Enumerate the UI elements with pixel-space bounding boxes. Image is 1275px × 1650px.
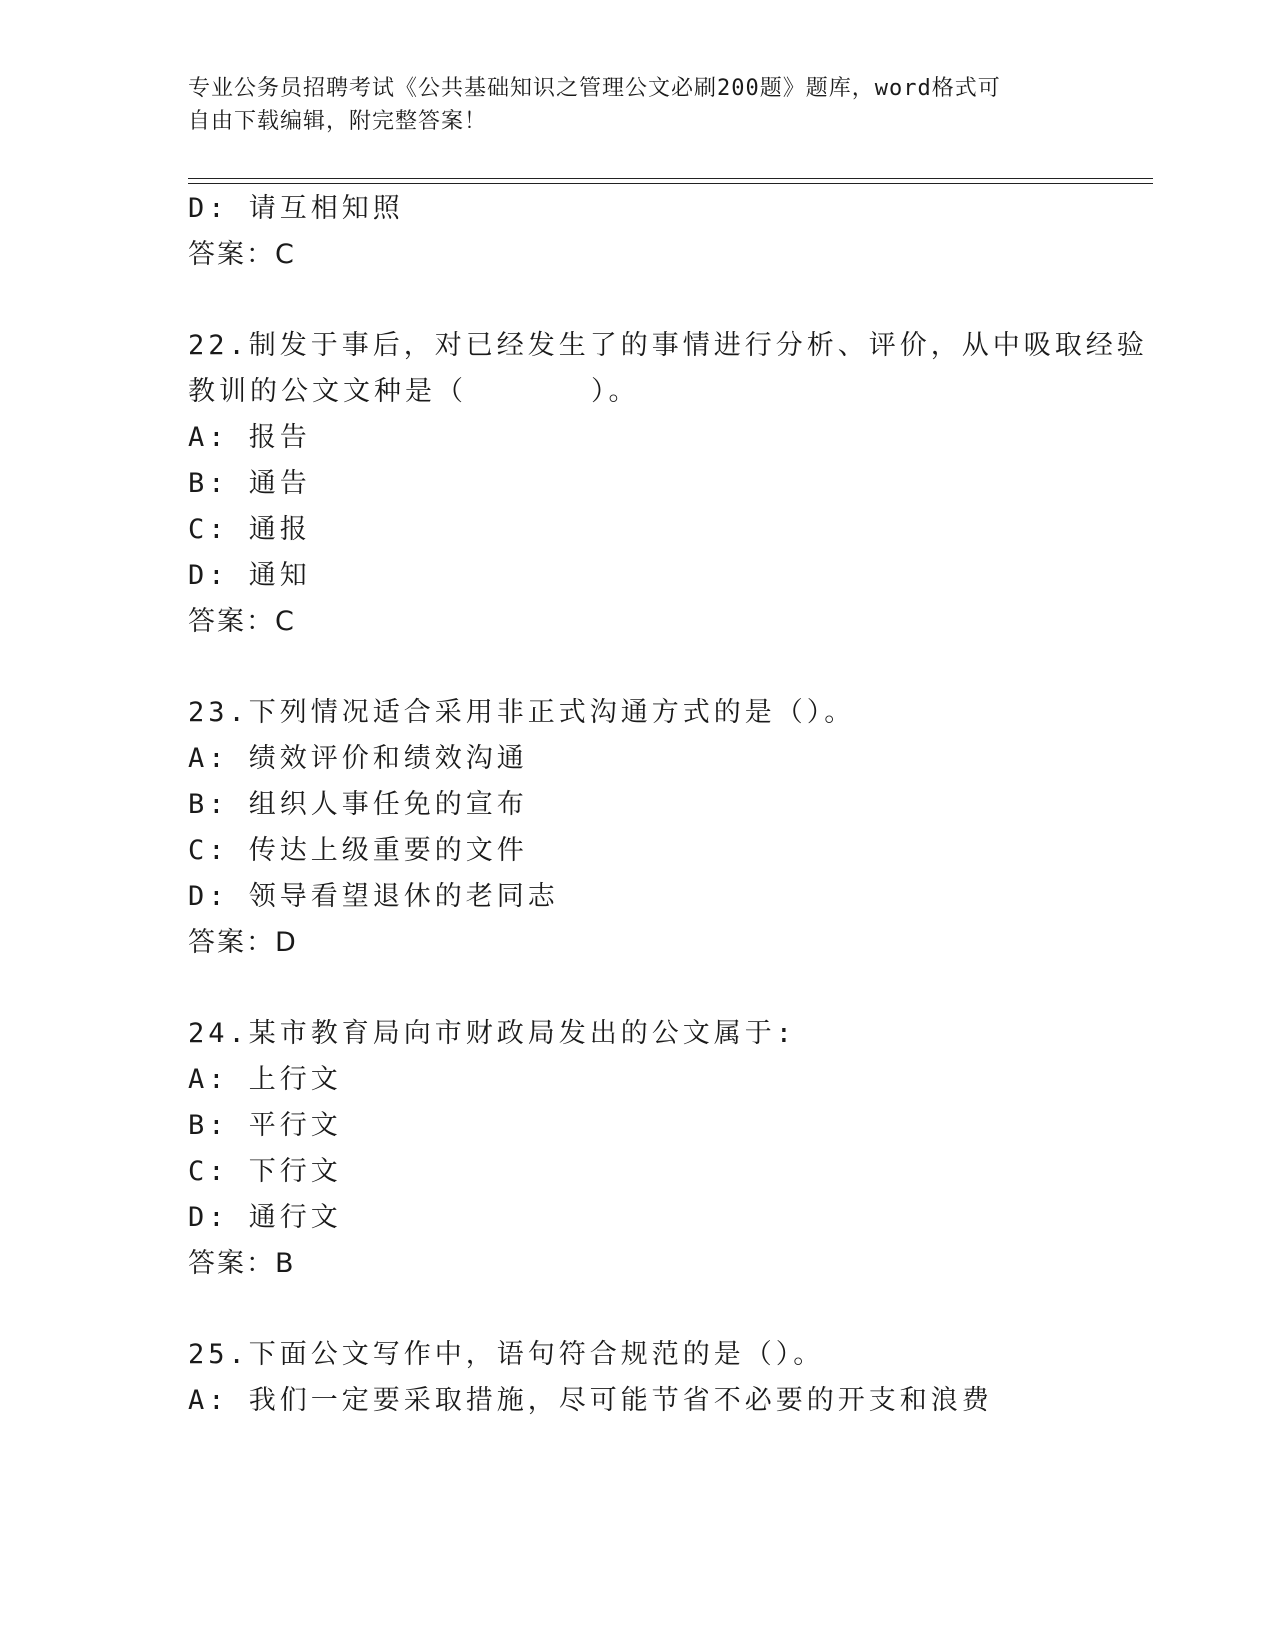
option-c: C: 传达上级重要的文件 (188, 835, 528, 866)
option-a: A: 上行文 (188, 1064, 342, 1095)
question-stem: 23.下列情况适合采用非正式沟通方式的是（）。 (188, 697, 856, 728)
option-b: B: 平行文 (188, 1110, 342, 1141)
spacer (188, 966, 1088, 1011)
previous-question-tail (188, 186, 1088, 278)
question-stem: 22.制发于事后，对已经发生了的事情进行分析、评价，从中吸取经验 (188, 330, 1148, 361)
header-line-1: 专业公务员招聘考试《公共基础知识之管理公文必刷200题》题库，word格式可 (188, 76, 1001, 101)
option-b: B: 通告 (188, 468, 311, 499)
spacer (188, 278, 1088, 323)
question-22 (188, 323, 1148, 645)
header-divider-bottom (188, 183, 1153, 184)
question-24 (188, 1011, 1088, 1287)
question-23 (188, 690, 1088, 966)
answer-line: 答案：B (188, 1248, 296, 1279)
header-divider-top (188, 178, 1153, 179)
option-c: C: 下行文 (188, 1156, 342, 1187)
document-header (188, 72, 1088, 138)
header-line-2: 自由下载编辑，附完整答案！ (188, 109, 488, 134)
answer-line: 答案：D (188, 927, 298, 958)
option-a: A: 报告 (188, 422, 311, 453)
question-stem-continued: 教训的公文文种是（ ）。 (188, 376, 640, 407)
option-b: B: 组织人事任免的宣布 (188, 789, 528, 820)
spacer (188, 1287, 1088, 1332)
option-d: D: 通知 (188, 560, 311, 591)
option-c: C: 通报 (188, 514, 311, 545)
option-a: A: 我们一定要采取措施，尽可能节省不必要的开支和浪费 (188, 1385, 993, 1416)
answer-line: 答案：C (188, 606, 296, 637)
question-25 (188, 1332, 1088, 1424)
option-d: D: 领导看望退休的老同志 (188, 881, 559, 912)
option-a: A: 绩效评价和绩效沟通 (188, 743, 528, 774)
answer-line: 答案：C (188, 239, 296, 270)
question-stem: 25.下面公文写作中，语句符合规范的是（）。 (188, 1339, 825, 1370)
option-d: D: 请互相知照 (188, 193, 404, 224)
question-stem: 24.某市教育局向市财政局发出的公文属于: (188, 1018, 797, 1049)
option-d: D: 通行文 (188, 1202, 342, 1233)
spacer (188, 645, 1088, 690)
document-body (188, 186, 1148, 1424)
